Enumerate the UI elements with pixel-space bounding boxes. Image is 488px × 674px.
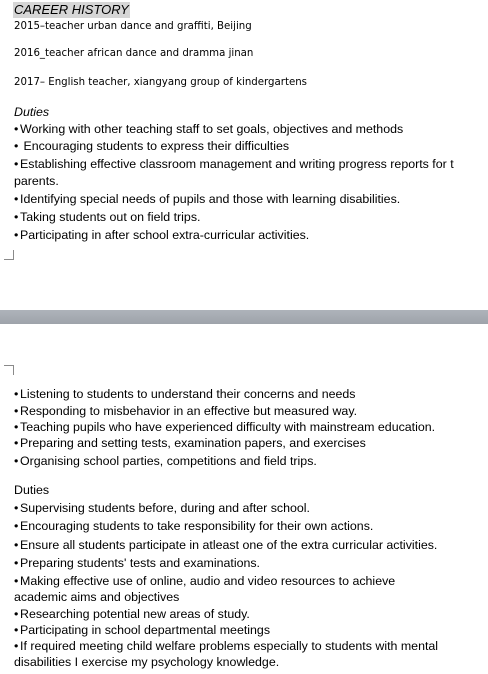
- bullet-icon: •: [14, 607, 19, 621]
- duty-text: Teaching pupils who have experienced difficulty with mainstream education.: [20, 420, 436, 434]
- duty-continuation: academic aims and objectives: [14, 590, 180, 604]
- duty-text: Ensure all students participate in atleast one of the extra curricular activities.: [20, 538, 438, 552]
- bullet-icon: •: [14, 122, 19, 136]
- duty-text: Taking students out on field trips.: [20, 210, 201, 224]
- document-page-1: [0, 0, 488, 310]
- duty-bullet: [14, 537, 437, 553]
- page-margin-corner-mark: [4, 250, 14, 260]
- duty-text: Making effective use of online, audio and video resources to achieve: [20, 574, 396, 588]
- bullet-icon: •: [14, 436, 19, 450]
- duty-bullet: [14, 156, 454, 172]
- duty-text: Organising school parties, competitions and field trips.: [20, 454, 317, 468]
- duty-bullet: [14, 555, 260, 571]
- bullet-icon: •: [14, 538, 19, 552]
- bullet-icon: •: [14, 387, 19, 401]
- bullet-icon: •: [14, 556, 19, 570]
- duty-bullet: [14, 403, 357, 419]
- page-break-gap: [0, 310, 488, 324]
- bullet-icon: •: [14, 454, 19, 468]
- duty-bullet: [14, 518, 373, 534]
- bullet-icon: •: [14, 623, 19, 637]
- duty-text: Responding to misbehavior in an effective but measured way.: [20, 404, 358, 418]
- bullet-icon: •: [14, 192, 19, 206]
- duty-bullet: [14, 453, 317, 469]
- bullet-icon: •: [14, 210, 19, 224]
- duty-text: Establishing effective classroom management and writing progress reports for t: [20, 157, 454, 171]
- duty-bullet: [14, 209, 200, 225]
- job-entry-2017: 2017– English teacher, xiangyang group of kindergartens: [14, 77, 307, 88]
- duty-bullet: [14, 638, 438, 654]
- duty-bullet: [14, 500, 310, 516]
- duty-text: Working with other teaching staff to set goals, objectives and methods: [20, 122, 404, 136]
- bullet-icon: •: [14, 639, 19, 653]
- bullet-icon: •: [14, 501, 19, 515]
- duty-bullet: [14, 606, 250, 622]
- duty-text: If required meeting child welfare problems especially to students with mental: [20, 639, 439, 653]
- duty-bullet: [14, 138, 289, 154]
- duty-text: Supervising students before, during and after school.: [20, 501, 310, 515]
- duty-text: Preparing and setting tests, examination papers, and exercises: [20, 436, 366, 450]
- duty-bullet: [14, 573, 395, 589]
- duty-text: Encouraging students to express their difficulties: [20, 139, 290, 153]
- duties-label: Duties: [14, 105, 50, 119]
- document-page-2: [0, 324, 488, 674]
- duty-bullet: [14, 386, 355, 402]
- job-entry-2016: 2016_teacher african dance and dramma jinan: [14, 48, 254, 59]
- bullet-icon: •: [14, 519, 19, 533]
- bullet-icon: •: [14, 574, 19, 588]
- duty-bullet: [14, 227, 309, 243]
- duty-bullet: [14, 435, 366, 451]
- duty-text: Participating in school departmental meetings: [20, 623, 271, 637]
- bullet-icon: •: [14, 404, 19, 418]
- bullet-icon: •: [14, 420, 19, 434]
- duty-text: Encouraging students to take responsibility for their own actions.: [20, 519, 374, 533]
- career-history-heading: CAREER HISTORY: [14, 2, 129, 17]
- duty-text: Identifying special needs of pupils and those with learning disabilities.: [20, 192, 401, 206]
- page-margin-corner-mark: [4, 365, 14, 375]
- duty-bullet: [14, 419, 435, 435]
- bullet-icon: •: [14, 139, 19, 153]
- duty-text: Researching potential new areas of study.: [20, 607, 250, 621]
- duty-bullet: [14, 191, 400, 207]
- bullet-icon: •: [14, 157, 19, 171]
- duty-text: Participating in after school extra-curricular activities.: [20, 228, 310, 242]
- job-entry-2015: 2015–teacher urban dance and graffiti, Beijing: [14, 21, 252, 32]
- duty-bullet: [14, 622, 270, 638]
- duty-continuation: disabilities I exercise my psychology knowledge.: [14, 655, 280, 669]
- duty-bullet: [14, 121, 403, 137]
- duties-label: Duties: [14, 483, 50, 497]
- bullet-icon: •: [14, 228, 19, 242]
- duty-continuation: parents.: [14, 174, 59, 188]
- duty-text: Preparing students' tests and examinations.: [20, 556, 260, 570]
- duty-text: Listening to students to understand their concerns and needs: [20, 387, 356, 401]
